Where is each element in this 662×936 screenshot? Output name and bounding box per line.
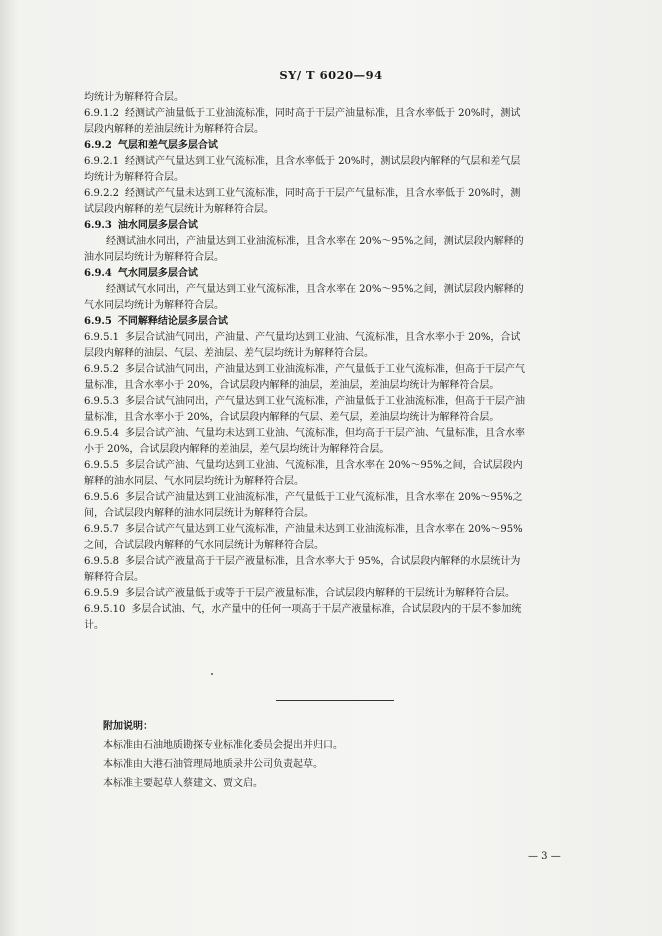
text-line [84, 554, 598, 570]
text-line [84, 490, 598, 506]
text-line [84, 186, 598, 202]
text-line [84, 474, 598, 490]
text-line [84, 586, 598, 602]
text-line [84, 250, 598, 266]
clause-number: 6.9.3 [84, 220, 112, 231]
clause-text: 经测试产油量低于工业油流标准，同时高于干层产油量标准，且含水率低于 20%时，测试 [125, 108, 521, 119]
clause-number: 6.9.5.9 [84, 588, 119, 599]
clause-text: 不同解释结论层多层合试 [117, 316, 228, 327]
text-line [84, 522, 598, 538]
clause-number: 6.9.5.2 [84, 364, 119, 375]
text-line [84, 90, 598, 106]
text-line [84, 106, 598, 122]
clause-text: 均统计为解释符合层。 [84, 172, 184, 183]
section-heading [84, 314, 598, 330]
clause-text: 多层合试油气同出，产油量、产气量均达到工业油、气流标准，且含水率小于 20%，合试 [125, 332, 521, 343]
clause-text: 多层合试产液量低于或等于干层产液量标准，合试层段内解释的干层统计为解释符合层。 [125, 588, 515, 599]
clause-text: 经测试产气量未达到工业气流标准，同时高于干层产气量标准，且含水率低于 20%时，测 [125, 188, 521, 199]
clause-number: 6.9.4 [84, 268, 112, 279]
standard-code-header: SY/ T 6020—94 [279, 68, 383, 82]
clause-number: 6.9.5.10 [84, 604, 126, 615]
notes-title: 附加说明： [103, 721, 153, 732]
section-heading [84, 138, 598, 154]
clause-text: 之间，合试层段内解释的气水同层统计为解释符合层。 [84, 540, 324, 551]
clause-text: 经测试产气量达到工业气流标准，且含水率低于 20%时，测试层段内解释的气层和差气层 [125, 156, 521, 167]
clause-text: 多层合试产气量达到工业气流标准，产油量未达到工业油流标准，且含水率在 20%～95% [125, 524, 523, 535]
text-line [84, 346, 598, 362]
clause-text: 解释的油水同层、气水同层均统计为解释符合层。 [84, 476, 304, 487]
notes-item: 本标准主要起草人蔡建文、贾文启。 [103, 778, 263, 789]
text-line [84, 154, 598, 170]
text-line [84, 458, 598, 474]
additional-notes [103, 717, 343, 793]
text-line [84, 282, 598, 298]
clause-number: 6.9.5.3 [84, 396, 119, 407]
clause-text: 量标准，且含水率小于 20%，合试层段内解释的气层、差气层，差油层均统计为解释符合层。 [84, 412, 500, 423]
clause-text: 多层合试油、气，水产量中的任何一项高于干层产液量标准，合试层段内的干层不参加统 [131, 604, 522, 615]
clause-number: 6.9.2.1 [84, 156, 119, 167]
clause-text: 多层合试产油、气量均达到工业油、气流标准，且含水率在 20%～95%之间，合试层段内 [125, 460, 523, 471]
clause-number: 6.9.2 [84, 140, 112, 151]
section-heading [84, 218, 598, 234]
clause-number: 6.9.5.5 [84, 460, 119, 471]
notes-item: 本标准由石油地质勘探专业标准化委员会提出并归口。 [103, 740, 343, 751]
clause-text: 解释符合层。 [84, 572, 144, 583]
clause-text: 试层段内解释的差气层统计为解释符合层。 [84, 204, 274, 215]
clause-number: 6.9.5.6 [84, 492, 119, 503]
text-line [84, 538, 598, 554]
text-line [84, 234, 598, 250]
section-heading [84, 266, 598, 282]
clause-text: 经测试油水同出，产油量达到工业油流标准，且含水率在 20%～95%之间，测试层段内解释的 [106, 236, 524, 247]
text-line [84, 362, 598, 378]
clause-text: 气层和差气层多层合试 [117, 140, 218, 151]
section-divider [276, 700, 394, 701]
clause-text: 多层合试油气同出，产油量达到工业油流标准，产气量低于工业气流标准，但高于干层产气 [125, 364, 525, 375]
clause-text: 气水同层多层合试 [117, 268, 198, 279]
text-line [84, 330, 598, 346]
text-line [84, 442, 598, 458]
text-line [84, 298, 598, 314]
clause-text: 层段内解释的差油层统计为解释符合层。 [84, 124, 264, 135]
clause-text: 气水同层均统计为解释符合层。 [84, 300, 224, 311]
clause-number: 6.9.5.8 [84, 556, 119, 567]
clause-text: 多层合试产油量达到工业油流标准，产气量低于工业气流标准，且含水率在 20%～95%之 [125, 492, 523, 503]
standard-body-text [84, 90, 598, 634]
clause-number: 6.9.2.2 [84, 188, 119, 199]
clause-text: 计。 [84, 620, 104, 631]
clause-text: 经测试气水同出，产气量达到工业气流标准，且含水率在 20%～95%之间，测试层段内解释的 [106, 284, 524, 295]
text-line [84, 602, 598, 618]
text-line [84, 570, 598, 586]
clause-text: 量标准，且含水率小于 20%，合试层段内解释的油层，差油层，差油层均统计为解释符合层。 [84, 380, 500, 391]
text-line [84, 410, 598, 426]
text-line [84, 202, 598, 218]
text-line [84, 618, 598, 634]
clause-number: 6.9.5 [84, 316, 112, 327]
clause-number: 6.9.5.1 [84, 332, 119, 343]
clause-text: 多层合试气油同出，产气量达到工业气流标准，产油量低于工业油流标准，但高于干层产油 [125, 396, 525, 407]
clause-text: 油水同层均统计为解释符合层。 [84, 252, 224, 263]
clause-number: 6.9.5.4 [84, 428, 119, 439]
text-line [84, 506, 598, 522]
clause-number: 6.9.1.2 [84, 108, 119, 119]
clause-text: 多层合试产液量高于干层产液量标准，且含水率大于 95%，合试层段内解释的水层统计为 [125, 556, 521, 567]
clause-text: 间，合试层段内解释的油水同层统计为解释符合层。 [84, 508, 314, 519]
text-line [84, 394, 598, 410]
text-line [84, 426, 598, 442]
clause-text: 均统计为解释符合层。 [84, 92, 184, 103]
scan-speck [211, 673, 213, 675]
clause-text: 小于 20%，合试层段内解释的差油层，差气层均统计为解释符合层。 [84, 444, 390, 455]
clause-number: 6.9.5.7 [84, 524, 119, 535]
clause-text: 多层合试产油、气量均未达到工业油、气流标准，但均高于干层产油、气量标准，且含水率 [125, 428, 525, 439]
clause-text: 层段内解释的油层、气层、差油层、差气层均统计为解释符合层。 [84, 348, 374, 359]
clause-text: 油水同层多层合试 [117, 220, 198, 231]
text-line [84, 378, 598, 394]
text-line [84, 170, 598, 186]
page-number: — 3 — [528, 851, 561, 862]
notes-item: 本标准由大港石油管理局地质录井公司负责起草。 [103, 759, 323, 770]
text-line [84, 122, 598, 138]
